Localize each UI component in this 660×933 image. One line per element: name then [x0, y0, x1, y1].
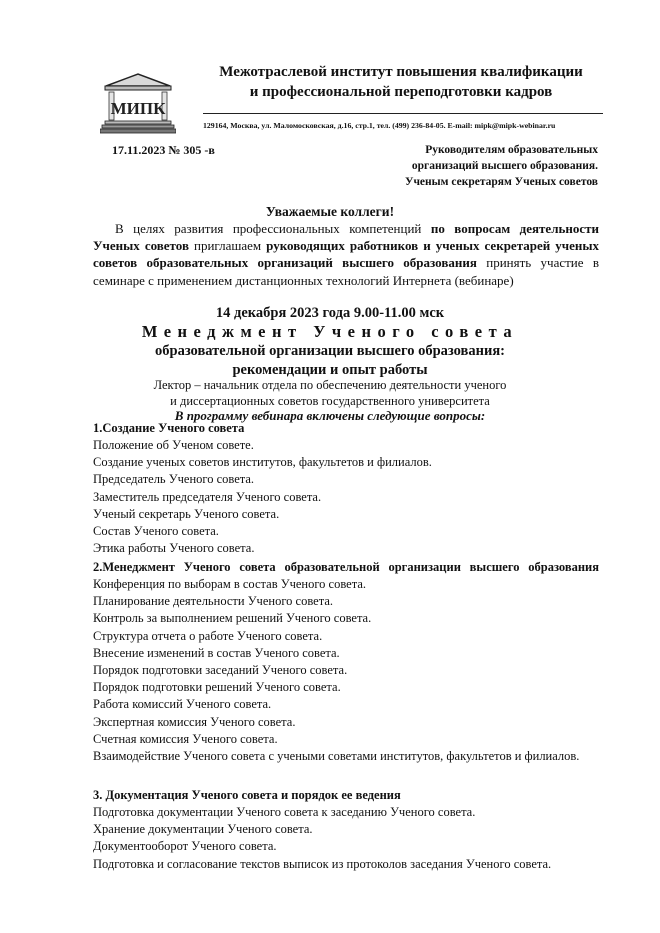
section-items — [93, 576, 599, 765]
list-item: Создание ученых советов институтов, факультетов и филиалов. — [93, 455, 432, 470]
lecturer-line2: и диссертационных советов государственного университета — [170, 393, 490, 408]
list-item: Ученый секретарь Ученого совета. — [93, 506, 280, 521]
svg-text:МИПК: МИПК — [110, 99, 166, 118]
lecturer-info — [0, 378, 660, 409]
list-item: Хранение документации Ученого совета. — [93, 822, 313, 837]
intro-text-3: принять участие в семинаре с применением дистанционных технологий Интернета (вебинаре) — [93, 255, 600, 288]
event-date-time: 14 декабря 2023 года 9.00-11.00 мск — [215, 305, 445, 321]
list-item: Состав Ученого совета. — [93, 524, 219, 539]
program-intro: В программу вебинара включены следующие вопросы: — [174, 408, 486, 423]
list-item: Внесение изменений в состав Ученого совета. — [93, 645, 340, 660]
list-item: Подготовка документации Ученого совета к заседанию Ученого совета. — [93, 805, 476, 819]
greeting: Уважаемые коллеги! — [265, 204, 395, 219]
list-item: Подготовка и согласование текстов выписок из протоколов заседания Ученого совета. — [93, 856, 552, 871]
institute-title-line2: и профессиональной переподготовки кадров — [249, 84, 553, 100]
intro-paragraph — [93, 220, 599, 289]
list-item: Председатель Ученого совета. — [93, 472, 255, 487]
list-item: Взаимодействие Ученого совета с учеными советами институтов, факультетов и филиалов. — [93, 749, 580, 764]
list-item: Этика работы Ученого совета. — [93, 541, 255, 556]
list-item: Заместитель председателя Ученого совета. — [93, 489, 322, 504]
list-item: Порядок подготовки заседаний Ученого совета. — [93, 663, 348, 678]
section-heading: 2.Менеджмент Ученого совета образовательной организации высшего образования — [93, 560, 599, 574]
recipient-line1: Руководителям образовательных — [425, 144, 598, 156]
list-item: Планирование деятельности Ученого совета. — [93, 594, 333, 609]
institute-logo — [100, 72, 176, 134]
list-item: Конференция по выборам в состав Ученого совета. — [93, 577, 367, 591]
event-subtitle-line1: образовательной организации высшего образования: — [155, 343, 505, 359]
recipient-line3: Ученым секретарям Ученых советов — [405, 176, 598, 188]
list-item: Порядок подготовки решений Ученого совета. — [93, 680, 341, 695]
intro-text-1: В целях развития профессиональных компетенций — [115, 221, 431, 236]
list-item: Документооборот Ученого совета. — [93, 839, 277, 854]
list-item: Структура отчета о работе Ученого совета. — [93, 628, 323, 643]
intro-text-2: приглашаем — [188, 238, 267, 254]
event-title: Менеджмент Ученого совета — [141, 322, 519, 341]
list-item: Экспертная комиссия Ученого совета. — [93, 714, 296, 729]
institute-address: 129164, Москва, ул. Маломосковская, д.16, стр.1, тел. (499) 236-84-05. E-mail: mipk@mipk-webinar.ru — [203, 121, 556, 130]
program-section-2 — [93, 560, 599, 765]
document-number: 17.11.2023 № 305 -в — [112, 143, 215, 157]
intro-bold-2: руководящих работников и ученых секретарей ученых советов образовательных организаций высшего образования — [93, 238, 599, 271]
list-item: Контроль за выполнением решений Ученого совета. — [93, 611, 372, 626]
list-item: Счетная комиссия Ученого совета. — [93, 731, 278, 746]
list-item: Работа комиссий Ученого совета. — [93, 697, 272, 712]
lecturer-line1: Лектор – начальник отдела по обеспечению деятельности ученого — [153, 378, 507, 392]
recipient-block — [380, 142, 598, 190]
event-subtitle — [0, 342, 660, 380]
institute-title — [196, 62, 606, 102]
program-section-3 — [93, 788, 599, 873]
section-items — [93, 437, 599, 557]
header-divider — [203, 113, 603, 114]
institute-title-line1: Межотраслевой институт повышения квалификации — [219, 64, 583, 80]
section-items — [93, 804, 599, 873]
list-item: Положение об Ученом совете. — [93, 438, 254, 452]
program-section-1 — [93, 421, 599, 557]
section-heading: 1.Создание Ученого совета — [93, 421, 245, 435]
intro-bold-1: по вопросам деятельности Ученых советов — [93, 221, 600, 254]
event-subtitle-line2: рекомендации и опыт работы — [232, 362, 428, 378]
section-heading: 3. Документация Ученого совета и порядок ее ведения — [93, 788, 401, 802]
recipient-line2: организаций высшего образования. — [411, 160, 598, 172]
